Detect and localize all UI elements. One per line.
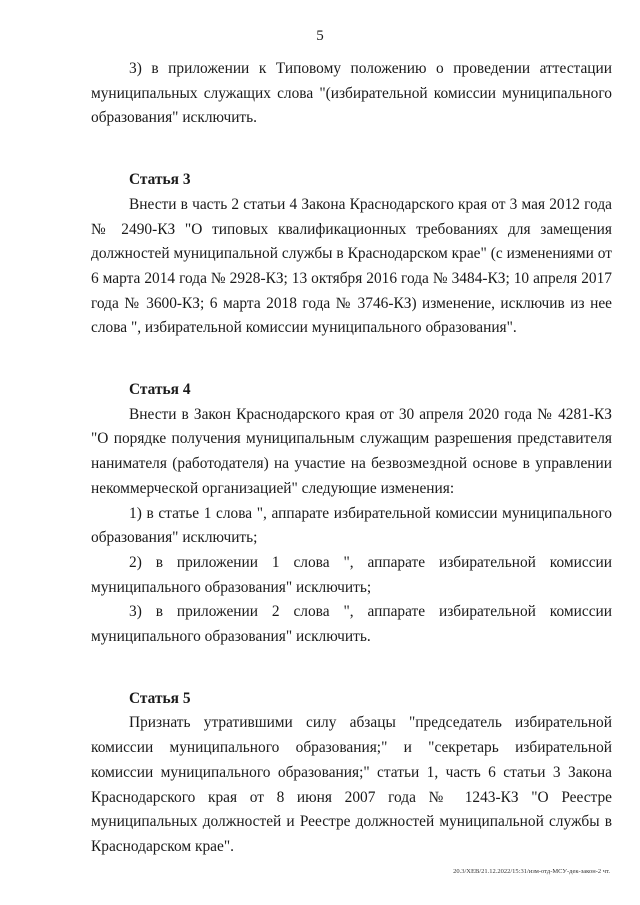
article-3-heading: Статья 3 [129,171,191,189]
article-4-item-3: 3) в приложении 2 слова ", аппарате избирательной комиссии муниципального образования" исключить. [91,603,612,646]
article-4-text: Внести в Закон Краснодарского края от 30 апреля 2020 года № 4281-КЗ "О порядке получения муниципальным служащим разрешения представителя нанимателя (работодателя) на участие на безвозмездной основе в управлении некоммерческой организацией" следующие изменения: [91,405,612,497]
paragraph-item-3: 3) в приложении к Типовому положению о проведении аттестации муниципальных служащих слова "(избирательной комиссии муниципального образования" исключить. [91,60,612,127]
page-number: 5 [316,28,324,44]
article-4-heading: Статья 4 [129,381,191,399]
document-body [91,57,612,860]
article-4-item-1: 1) в статье 1 слова ", аппарате избирательной комиссии муниципального образования" исключить; [91,504,612,547]
article-3-text: Внести в часть 2 статьи 4 Закона Краснодарского края от 3 мая 2012 года № 2490-КЗ "О типовых квалификационных требованиях для замещения должностей муниципальной службы в Краснодарском крае" (с изменениями от 6 марта 2014 года № 2928-КЗ; 13 октября 2016 года № 3484-КЗ; 10 апреля 2017 года № 3600-КЗ; 6 марта 2018 года № 3746-КЗ) изменение, исключив из нее слова ", избирательной комиссии муниципального образования". [91,195,612,337]
article-5-text: Признать утратившими силу абзацы "председатель избирательной комиссии муниципального образования;" и "секретарь избирательной комиссии муниципального образования;" статьи 1, часть 6 статьи 3 Закона Краснодарского края от 8 июня 2007 года № 1243-КЗ "О Реестре муниципальных должностей и Реестре должностей муниципальной службы в Краснодарском крае". [91,714,612,855]
article-5-heading: Статья 5 [129,689,191,707]
document-footer-code: 20.3/ХЕВ/21.12.2022/15:31/изм-отд-МСУ-дек-закон-2 чт. [453,868,610,875]
article-4-item-2: 2) в приложении 1 слова ", аппарате избирательной комиссии муниципального образования" исключить; [91,553,612,596]
